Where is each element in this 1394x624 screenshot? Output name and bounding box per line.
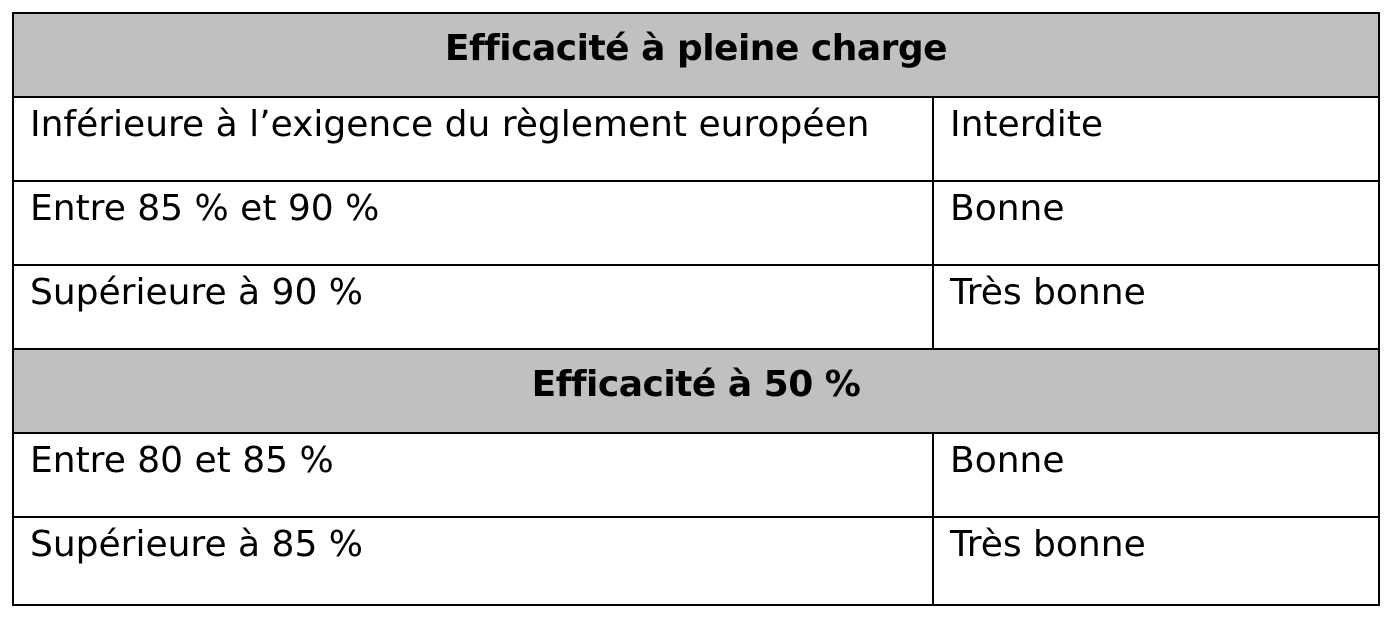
table-row xyxy=(14,266,1378,350)
section-header-half-load xyxy=(14,350,1378,434)
rating-cell: Très bonne xyxy=(950,524,1146,565)
rating-cell: Bonne xyxy=(950,440,1065,481)
rating-cell: Bonne xyxy=(950,188,1065,229)
section-title: Efficacité à 50 % xyxy=(531,364,861,405)
condition-cell: Entre 85 % et 90 % xyxy=(14,182,934,264)
section-title: Efficacité à pleine charge xyxy=(444,28,948,69)
condition-cell: Supérieure à 90 % xyxy=(14,266,934,348)
condition-cell: Entre 80 et 85 % xyxy=(14,434,934,516)
table-row xyxy=(14,182,1378,266)
rating-cell: Très bonne xyxy=(950,272,1146,313)
table-row xyxy=(14,518,1378,604)
condition-cell: Inférieure à l’exigence du règlement européen xyxy=(14,98,934,180)
condition-cell: Supérieure à 85 % xyxy=(14,518,934,604)
table-row xyxy=(14,98,1378,182)
table-row xyxy=(14,434,1378,518)
efficiency-table xyxy=(12,12,1380,606)
rating-cell: Interdite xyxy=(950,104,1103,145)
section-header-full-load xyxy=(14,14,1378,98)
